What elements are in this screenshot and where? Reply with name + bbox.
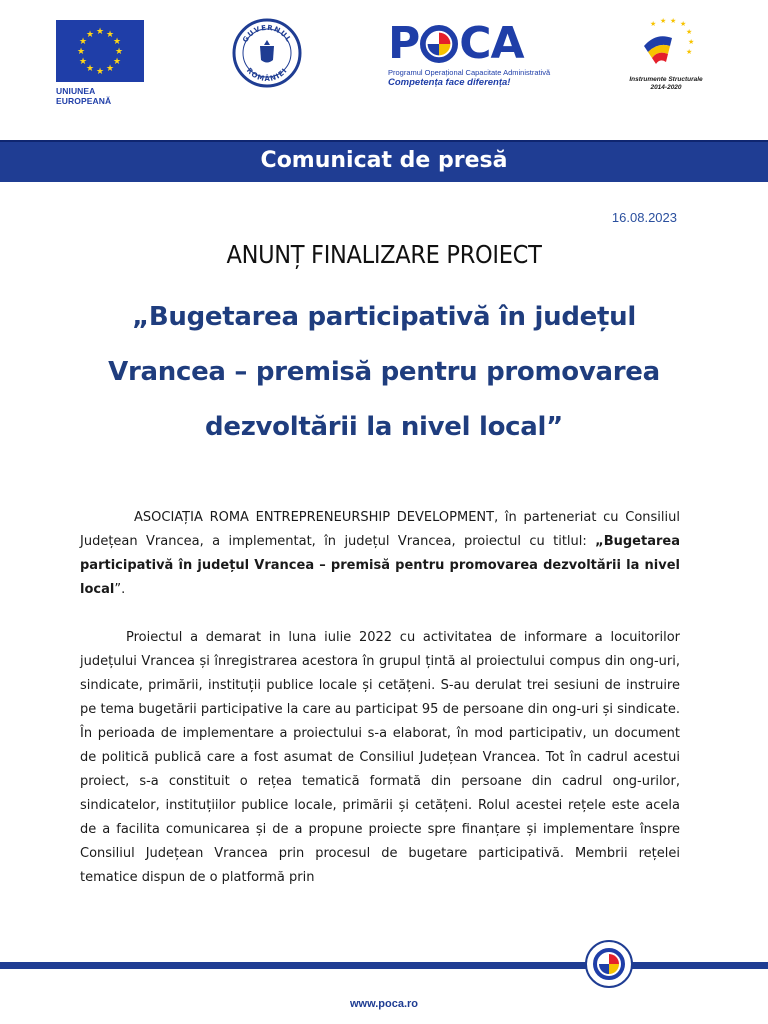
poca-emblem-icon (587, 942, 631, 986)
svg-text:★: ★ (112, 57, 122, 67)
paragraph-2 (80, 626, 680, 890)
poca-slogan: Competența face diferența! (388, 77, 511, 88)
paragraph-1-project-name: „Bugetarea participativă în județul Vrancea – premisă pentru promovarea dezvoltării la nivel local (80, 534, 680, 597)
svg-text:★: ★ (680, 20, 687, 28)
project-title (80, 290, 688, 455)
footer-poca-emblem (585, 940, 633, 988)
svg-text:★: ★ (76, 47, 86, 57)
svg-text:★: ★ (114, 47, 124, 57)
svg-text:★: ★ (85, 64, 95, 74)
svg-text:★: ★ (105, 30, 115, 40)
instrumente-structurale-logo (620, 16, 712, 92)
project-title-line-2: Vrancea – premisă pentru promovarea (108, 357, 660, 387)
is-years: 2014-2020 (650, 84, 682, 91)
svg-text:★: ★ (686, 28, 693, 36)
footer-line (0, 962, 768, 969)
poca-logo (388, 20, 553, 89)
paragraph-1-end: ”. (114, 582, 126, 597)
is-label: Instrumente Structurale (629, 76, 703, 83)
banner-title: Comunicat de presă (260, 148, 508, 173)
project-title-line-1: „Bugetarea participativă în județul (132, 302, 636, 332)
svg-text:GUVERNUL: GUVERNUL (241, 23, 293, 44)
svg-text:★: ★ (95, 27, 105, 37)
poca-wordmark (388, 20, 553, 68)
poca-letters-ca: CA (459, 18, 524, 69)
paragraph-1 (80, 506, 680, 602)
document-date: 16.08.2023 (611, 210, 677, 225)
svg-text:★: ★ (670, 17, 677, 25)
svg-text:★: ★ (660, 17, 667, 25)
svg-text:★: ★ (95, 67, 105, 77)
poca-o-icon (420, 25, 458, 63)
eu-flag-icon (56, 20, 144, 82)
press-release-banner (0, 140, 768, 182)
svg-text:★: ★ (105, 64, 115, 74)
svg-text:★: ★ (85, 30, 95, 40)
paragraph-1-text: ASOCIAȚIA ROMA ENTREPRENEURSHIP DEVELOPMENT, în parteneriat cu Consiliul Județean Vrancea, a implementat, în județul Vrancea, proiectul cu titlul: (80, 510, 680, 549)
eu-label: UNIUNEA EUROPEANĂ (56, 86, 112, 106)
romanian-government-seal (232, 18, 302, 88)
document-heading: ANUNȚ FINALIZARE PROIECT (226, 240, 542, 269)
svg-text:★: ★ (78, 57, 88, 67)
poca-program-name: Programul Operațional Capacitate Administrativă (388, 68, 551, 77)
project-title-line-3: dezvoltării la nivel local” (205, 412, 563, 442)
poca-letter-p: P (388, 18, 420, 69)
eu-logo (56, 20, 144, 106)
logo-bar (0, 14, 768, 114)
instrumente-structurale-icon (636, 16, 696, 72)
svg-text:★: ★ (650, 20, 657, 28)
svg-text:★: ★ (686, 48, 693, 56)
footer-website-link[interactable]: www.poca.ro (349, 998, 419, 1010)
svg-text:ROMÂNIEI: ROMÂNIEI (244, 66, 290, 84)
svg-text:★: ★ (688, 38, 695, 46)
svg-text:★: ★ (78, 37, 88, 47)
paragraph-2-text: Proiectul a demarat in luna iulie 2022 cu activitatea de informare a locuitorilor județului Vrancea și înregistrarea acestora în grupul țintă al proiectului compus din ong-uri, sindicate, primării, instituții publice locale și cetățeni. S-au derulat trei sesiuni de instruire pe tema bugetării participative la care au participat 95 de persoane din ong-uri și sindicate. În perioada de implementare a proiectului s-a elaborat, în mod participativ, un document de politică publică care a fost asumat de Consiliul Județean Vrancea. Tot în cadrul acestui proiect, s-a constituit o rețea tematică formată din persoane din cadrul ong-urilor, sindicatelor, instituțiilor publice locale, primării și cetățeni. Rolul acestei rețele este acela de a facilita comunicarea și de a propune proiecte spre finanțare și implementare înspre Consiliul Județean Vrancea prin procesul de bugetare participativă. Membrii rețelei tematice dispun de o platformă prin (80, 630, 680, 885)
svg-text:★: ★ (112, 37, 122, 47)
